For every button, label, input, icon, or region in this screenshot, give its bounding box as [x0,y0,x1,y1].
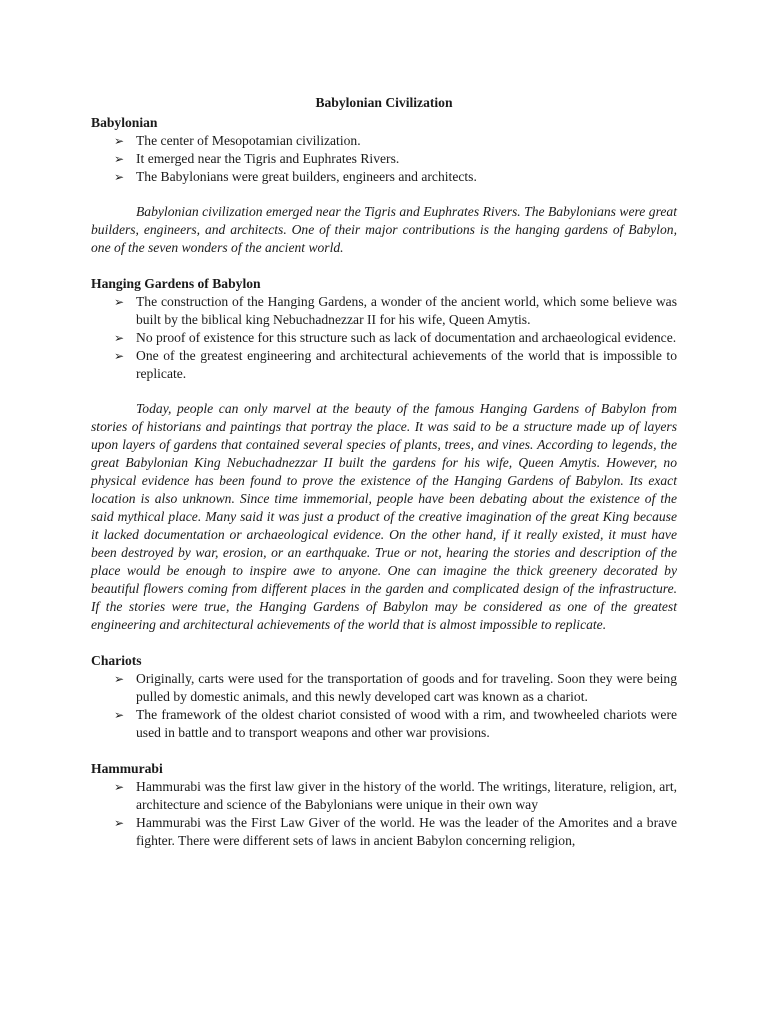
arrowhead-bullet-icon: ➢ [114,331,125,345]
document-page [91,94,677,850]
section-heading-hanging-gardens: Hanging Gardens of Babylon [91,276,261,291]
list-item: ➢ Hammurabi was the First Law Giver of the world. He was the leader of the Amorites and a brave fighter. There were different sets of laws in ancient Babylon concerning religion, [114,815,677,848]
list-item: ➢ No proof of existence for this structure such as lack of documentation and archaeological evidence. [114,330,677,345]
list-item: ➢ It emerged near the Tigris and Euphrates Rivers. [114,151,400,166]
arrowhead-bullet-icon: ➢ [114,672,125,686]
section-heading-hammurabi: Hammurabi [91,761,163,776]
arrowhead-bullet-icon: ➢ [114,152,125,166]
arrowhead-bullet-icon: ➢ [114,295,125,309]
list-item: ➢ Originally, carts were used for the transportation of goods and for traveling. Soon they were being pulled by domestic animals, and this newly developed cart was known as a chariot. [114,671,677,704]
arrowhead-bullet-icon: ➢ [114,349,125,363]
bullet-list-babylonian [91,132,677,186]
arrowhead-bullet-icon: ➢ [114,708,125,722]
bullet-list-hammurabi [91,778,677,850]
bullet-list-hanging-gardens [91,293,677,383]
arrowhead-bullet-icon: ➢ [114,170,125,184]
paragraph-babylonian: Babylonian civilization emerged near the Tigris and Euphrates Rivers. The Babylonians were great builders, engineers, and architects. One of their major contributions is the hanging gardens of Babylon, one of the seven wonders of the ancient world. [91,204,677,255]
list-item: ➢ Hammurabi was the first law giver in the history of the world. The writings, literature, religion, art, architecture and science of the Babylonians were unique in their own way [114,779,677,812]
document-title: Babylonian Civilization [315,95,453,110]
arrowhead-bullet-icon: ➢ [114,780,125,794]
section-heading-chariots: Chariots [91,653,142,668]
arrowhead-bullet-icon: ➢ [114,134,125,148]
section-heading-babylonian: Babylonian [91,115,158,130]
bullet-list-chariots [91,670,677,742]
list-item: ➢ The center of Mesopotamian civilization. [114,133,361,148]
list-item: ➢ The construction of the Hanging Gardens, a wonder of the ancient world, which some believe was built by the biblical king Nebuchadnezzar II for his wife, Queen Amytis. [114,294,677,327]
paragraph-hanging-gardens: Today, people can only marvel at the beauty of the famous Hanging Gardens of Babylon from stories of historians and paintings that portray the place. It was said to be a structure made up of layers upon layers of gardens that contained several species of plants, trees, and vines. According to legends, the great Babylonian King Nebuchadnezzar II built the gardens for his wife, Queen Amytis. However, no physical evidence has been found to prove the existence of the Hanging Gardens of Babylon. Its exact location is also unknown. Since time immemorial, people have been debating about the existence of the said mythical place. Many said it was just a product of the creative imagination of the great King because it lacked documentation or archaeological evidence. On the other hand, if it really existed, it must have been destroyed by war, erosion, or an earthquake. True or not, hearing the stories and description of the place would be enough to inspire awe to anyone. One can imagine the thick greenery decorated by beautiful flowers coming from different places in the garden and complicated design of the infrastructure. If the stories were true, the Hanging Gardens of Babylon may be considered as one of the greatest engineering and architectural achievements of the world that is almost impossible to replicate. [91,401,677,632]
list-item: ➢ The Babylonians were great builders, engineers and architects. [114,169,477,184]
arrowhead-bullet-icon: ➢ [114,816,125,830]
list-item: ➢ The framework of the oldest chariot consisted of wood with a rim, and twowheeled chariots were used in battle and to transport weapons and other war provisions. [114,707,677,740]
list-item: ➢ One of the greatest engineering and architectural achievements of the world that is impossible to replicate. [114,348,677,381]
